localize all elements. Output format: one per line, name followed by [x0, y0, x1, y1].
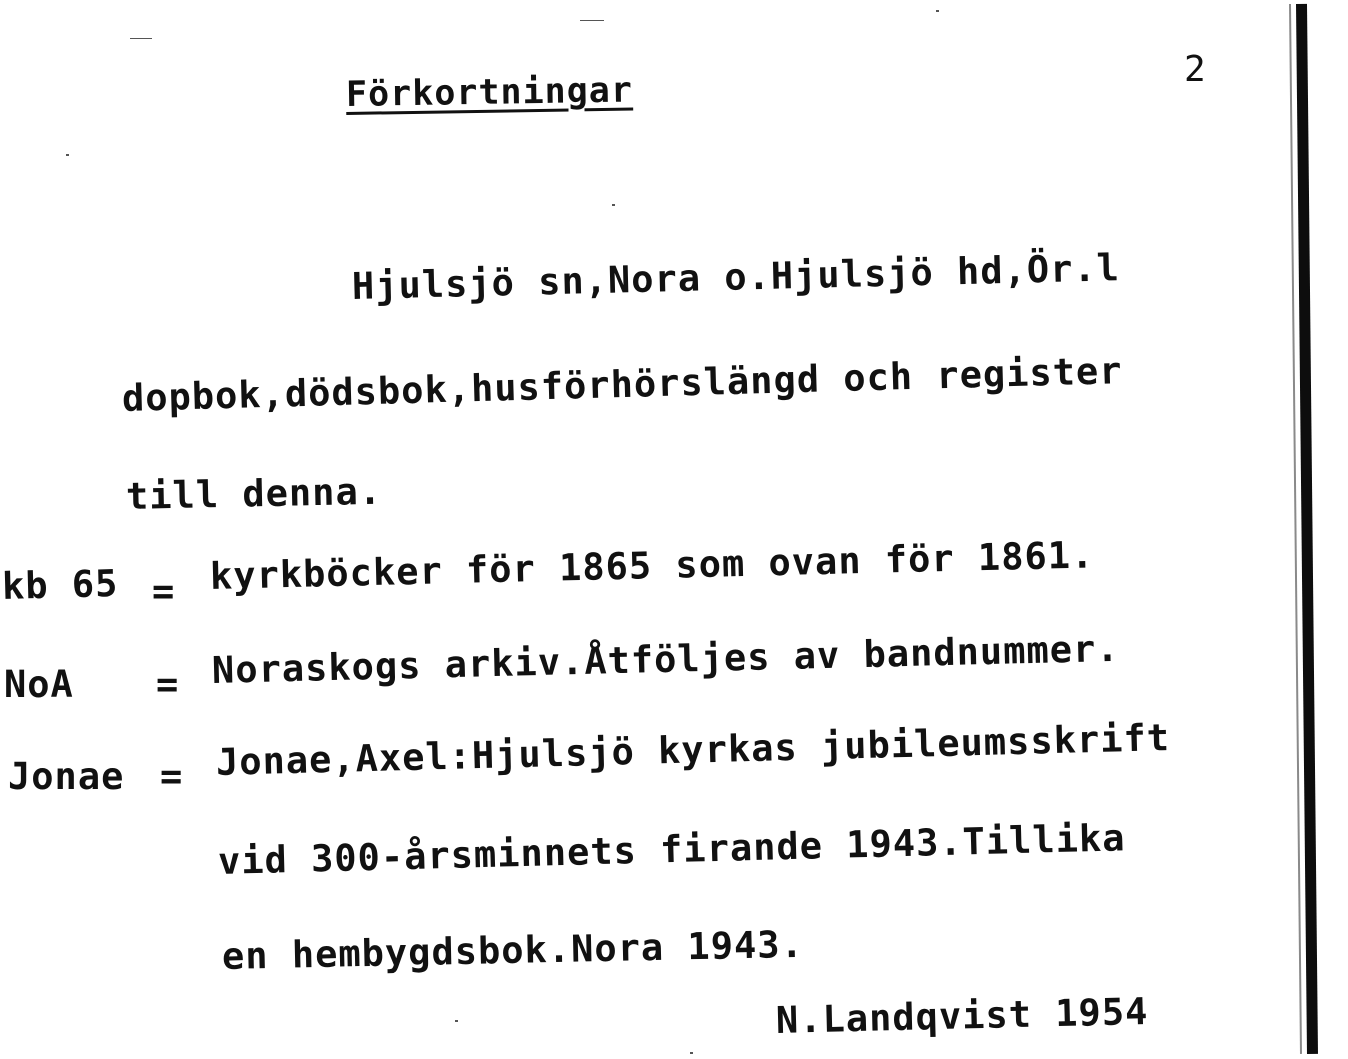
intro-line-2: dopbok,dödsbok,husförhörslängd och register: [121, 349, 1124, 420]
entry-kb65-abbr: kb 65: [1, 561, 119, 608]
speck: [130, 38, 152, 39]
entry-jonae-text-2: vid 300-årsminnets firande 1943.Tillika: [217, 816, 1127, 883]
page-title: Förkortningar: [345, 70, 634, 115]
speck: [612, 204, 615, 206]
entry-noa-text: Noraskogs arkiv.Åtföljes av bandnummer.: [211, 626, 1121, 692]
entry-jonae-text-1: Jonae,Axel:Hjulsjö kyrkas jubileumsskrift: [215, 716, 1171, 784]
signature: N.Landqvist 1954: [775, 989, 1149, 1042]
speck: [455, 1020, 458, 1022]
entry-noa-sep: =: [156, 663, 180, 706]
entry-jonae-text-3: en hembygdsbok.Nora 1943.: [221, 922, 805, 978]
speck: [580, 20, 604, 21]
page-number: 2: [1184, 49, 1207, 90]
entry-jonae-sep: =: [160, 755, 184, 798]
speck: [936, 10, 939, 12]
entry-kb65-text: kyrkböcker för 1865 som ovan för 1861.: [209, 533, 1095, 598]
speck: [690, 1052, 693, 1054]
entry-jonae-abbr: Jonae: [8, 755, 125, 798]
speck: [66, 154, 69, 156]
intro-line-1: Hjulsjö sn,Nora o.Hjulsjö hd,Ör.l: [351, 246, 1121, 308]
entry-kb65-sep: =: [152, 570, 176, 613]
intro-line-3: till denna.: [125, 469, 383, 518]
entry-noa-abbr: NoA: [4, 663, 74, 706]
